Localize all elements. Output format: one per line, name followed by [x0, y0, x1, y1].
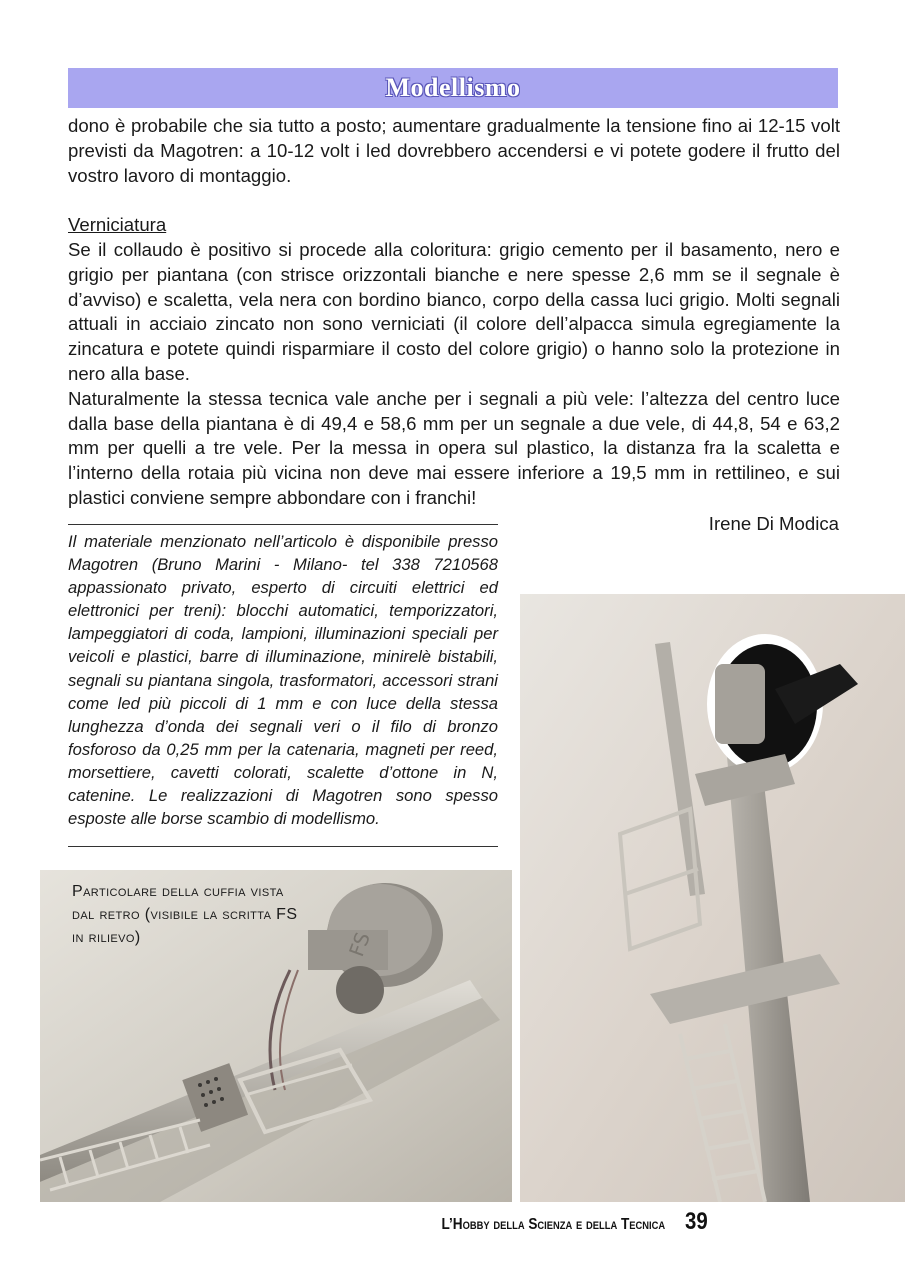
article-body: [68, 114, 840, 511]
magazine-title: L’Hobby della Scienza e della Tecnica: [441, 1216, 666, 1233]
section-header-bar: [68, 68, 838, 108]
note-rule-bottom: [68, 846, 498, 847]
photo-left-caption: Particolare della cuffia vista dal retro (visibile la scritta FS in rilievo): [72, 883, 298, 946]
paragraph-painting: Se il collaudo è positivo si procede alla coloritura: grigio cemento per il basamento, nero e grigio per piantana (con strisce orizzontali bianche e nere spesse 2,6 mm se il segnale è d’avviso) e scaletta, vela nera con bordino bianco, corpo della cassa luci grigio. Molti segnali attuali in acciaio zincato non sono verniciati (il colore dell’alpacca simula egregiamente la zincatura e potete quindi risparmiare il costo del colore grigio) o hanno solo la protezione in nero alla base.: [68, 238, 840, 384]
embossed-fs-text: FS: [344, 929, 375, 960]
author-signature: Irene Di Modica: [708, 513, 839, 534]
section-heading: Verniciatura: [68, 214, 167, 236]
paragraph-gap: [68, 188, 840, 213]
supplier-note: Il materiale menzionato nell’articolo è disponibile presso Magotren (Bruno Marini - Milano- tel 338 7210568 appassionato privato, esperto di circuiti elettrici ed elettronici per treni): blocchi automatici, temporizzatori, lampeggiatori di coda, lampioni, illuminazioni speciali per veicoli e plastici, barre di illuminazione, minirelè bistabili, segnali su piantana singola, trasformatori, accessori strani come led più piccoli di 1 mm e con luce della stessa lunghezza d’onda dei segnali veri o il filo di bronzo fosforoso da 0,25 mm per la catenaria, magneti per reed, morsettiere, cavetti colorati, scalette d’ottone in N, catenine. Le realizzazioni di Magotren sono spesso esposte alle borse scambio di modellismo.: [68, 532, 498, 829]
section-title: Modellismo: [385, 73, 521, 102]
page-number: 39: [685, 1208, 708, 1235]
photo-signal-front-illustration: [520, 594, 905, 1202]
paragraph-multi-signals: Naturalmente la stessa tecnica vale anche per i segnali a più vele: l’altezza del centro luce dalla base della piantana è di 49,4 e 58,6 mm per un segnale a due vele, di 44,8, 54 e 63,2 mm per quelli a tre vele. Per la messa in opera sul plastico, la distanza fra la scaletta e l’interno della rotaia più vicina non deve mai essere inferiore a 19,5 mm in rettilineo, e sui plastici conviene sempre abbondare con i franchi!: [68, 387, 840, 508]
photo-signal-front: [520, 594, 905, 1202]
page-footer: [370, 1208, 710, 1238]
note-rule-top: [68, 524, 498, 525]
paragraph-intro: dono è probabile che sia tutto a posto; aumentare gradualmente la tensione fino ai 12-15 volt previsti da Magotren: a 10-12 volt i led dovrebbero accendersi e vi potete godere il frutto del vostro lavoro di montaggio.: [68, 115, 840, 186]
